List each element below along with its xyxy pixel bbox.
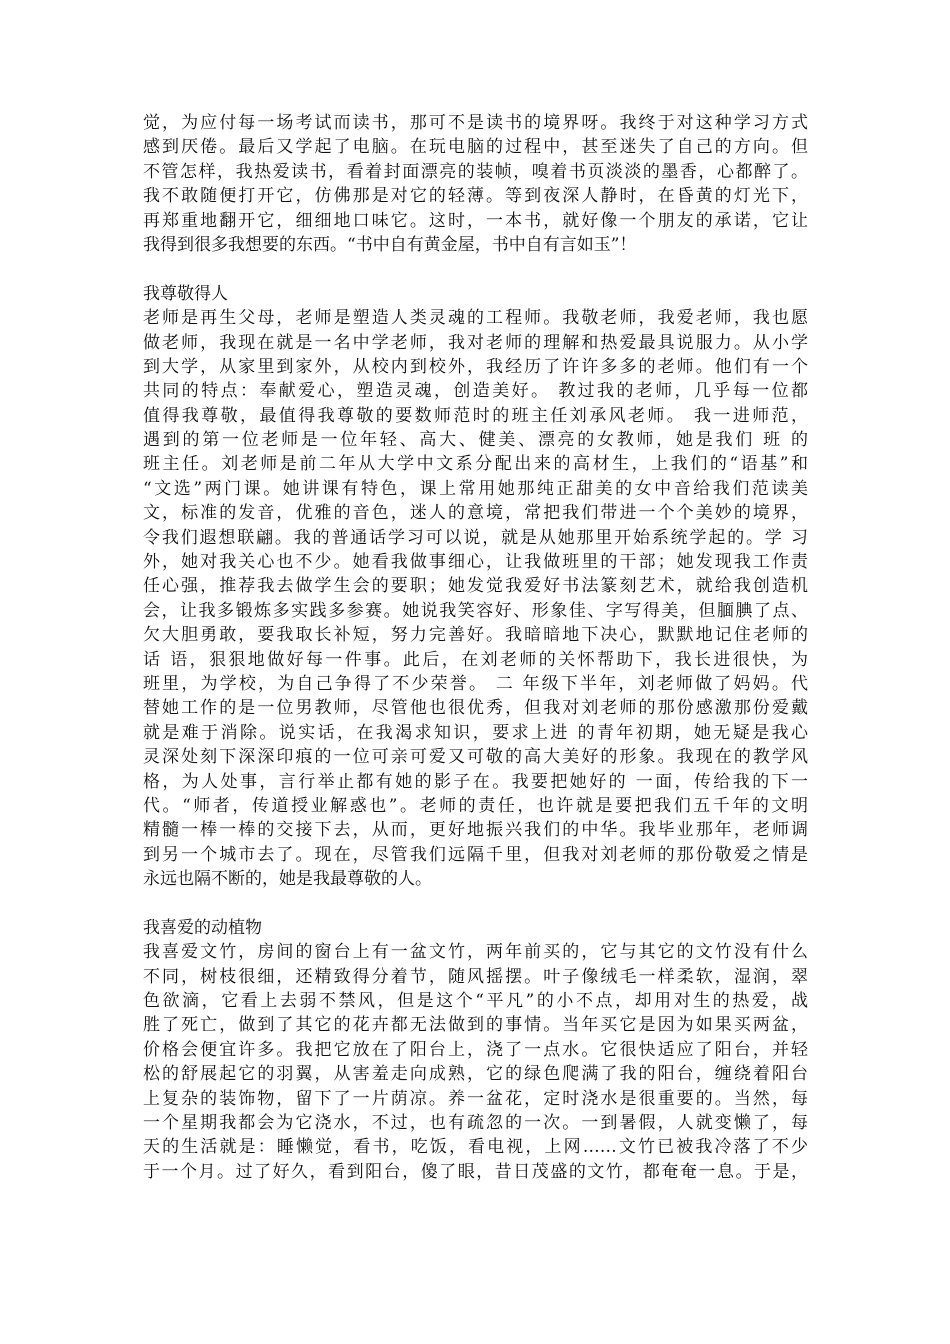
text-line: 代。“师者，传道授业解惑也”。老师的责任，也许就是要把我们五千年的文明 <box>143 795 808 816</box>
text-line: 班主任。刘老师是前二年从大学中文系分配出来的高材生，上我们的“语基”和 <box>143 454 808 475</box>
text-line: 欠大胆勇敢，要我取长补短，努力完善好。我暗暗地下决心，默默地记住老师的 <box>143 625 808 646</box>
text-line: 感到厌倦。最后又学起了电脑。在玩电脑的过程中，甚至迷失了自己的方向。但 <box>143 137 808 158</box>
text-line: 松的舒展起它的羽翼，从害羞走向成熟，它的绿色爬满了我的阳台，缠绕着阳台 <box>143 1064 808 1085</box>
text-line: 再郑重地翻开它，细细地口味它。这时，一本书，就好像一个朋友的承诺，它让 <box>143 210 808 231</box>
text-line: 到大学，从家里到家外，从校内到校外，我经历了许许多多的老师。他们有一个 <box>143 356 808 377</box>
blank-line <box>143 892 808 916</box>
text-line: 做老师，我现在就是一名中学老师，我对老师的理解和热爱最具说服力。从小学 <box>143 332 808 353</box>
text-line: 于一个月。过了好久，看到阳台，傻了眼，昔日茂盛的文竹，都奄奄一息。于是， <box>143 1161 808 1182</box>
text-line: 遇到的第一位老师是一位年轻、高大、健美、漂亮的女教师，她是我们 班 的 <box>143 430 808 451</box>
text-line: 不管怎样，我热爱读书，看着封面漂亮的装帧，嗅着书页淡淡的墨香，心都醉了。 <box>143 161 808 182</box>
text-line: 精髓一棒一棒的交接下去，从而，更好地振兴我们的中华。我毕业那年，老师调 <box>143 820 808 841</box>
text-line: 话 语，狠狠地做好每一件事。此后，在刘老师的关怀帮助下，我长进很快，为 <box>143 649 808 670</box>
text-line: 永远也隔不断的，她是我最尊敬的人。 <box>143 869 432 890</box>
text-line: 天的生活就是：睡懒觉，看书，吃饭，看电视，上网……文竹已被我冷落了不少 <box>143 1137 808 1158</box>
text-line: 老师是再生父母，老师是塑造人类灵魂的工程师。我敬老师，我爱老师，我也愿 <box>143 308 808 329</box>
text-line: 我得到很多我想要的东西。“书中自有黄金屋，书中自有言如玉”！ <box>143 234 637 255</box>
text-line: “文选”两门课。她讲课有特色，课上常用她那纯正甜美的女中音给我们范读美 <box>143 478 808 499</box>
section-favorite-plants-animals <box>143 916 808 1184</box>
text-line: 不同，树枝很细，还精致得分着节，随风摇摆。叶子像绒毛一样柔软，湿润，翠 <box>143 966 808 987</box>
text-line: 胜了死亡，做到了其它的花卉都无法做到的事情。当年买它是因为如果买两盆， <box>143 1015 808 1036</box>
text-line: 替她工作的是一位男教师，尽管他也很优秀，但我对刘老师的那份感激那份爱戴 <box>143 698 808 719</box>
text-line: 共同的特点：奉献爱心，塑造灵魂，创造美好。 教过我的老师，几乎每一位都 <box>143 381 808 402</box>
text-line: 外，她对我关心也不少。她看我做事细心，让我做班里的干部；她发现我工作责 <box>143 552 808 573</box>
text-line: 任心强，推荐我去做学生会的要职；她发觉我爱好书法篆刻艺术，就给我创造机 <box>143 576 808 597</box>
section-heading: 我尊敬得人 <box>143 283 228 304</box>
text-line: 文，标准的发音，优雅的音色，迷人的意境，常把我们带进一个个美妙的境界， <box>143 503 808 524</box>
text-line: 价格会便宜许多。我把它放在了阳台上，浇了一点水。它很快适应了阳台，并轻 <box>143 1039 808 1060</box>
text-line: 我喜爱文竹，房间的窗台上有一盆文竹，两年前买的，它与其它的文竹没有什么 <box>143 942 808 963</box>
text-line: 我不敢随便打开它，仿佛那是对它的轻薄。等到夜深人静时，在昏黄的灯光下， <box>143 186 808 207</box>
text-line: 班里，为学校，为自己争得了不少荣誉。 二 年级下半年，刘老师做了妈妈。代 <box>143 673 808 694</box>
text-line: 上复杂的装饰物，留下了一片荫凉。养一盆花，定时浇水是很重要的。当然，每 <box>143 1088 808 1109</box>
blank-line <box>143 257 808 281</box>
document-page <box>143 111 808 1184</box>
text-line: 觉，为应付每一场考试而读书，那可不是读书的境界呀。我终于对这种学习方式 <box>143 113 808 133</box>
paragraph-reading <box>143 111 808 257</box>
text-line: 一个星期我都会为它浇水，不过，也有疏忽的一次。一到暑假，人就变懒了，每 <box>143 1113 808 1134</box>
text-line: 会，让我多锻炼多实践多参赛。她说我笑容好、形象佳、字写得美，但腼腆了点、 <box>143 600 808 621</box>
text-line: 到另一个城市去了。现在，尽管我们远隔千里，但我对刘老师的那份敬爱之情是 <box>143 844 808 865</box>
text-line: 令我们遐想联翩。我的普通话学习可以说，就是从她那里开始系统学起的。学 习 <box>143 527 808 548</box>
section-heading: 我喜爱的动植物 <box>143 917 262 938</box>
text-line: 灵深处刻下深深印痕的一位可亲可爱又可敬的高大美好的形象。我现在的教学风 <box>143 747 808 768</box>
section-respected-person <box>143 282 808 892</box>
text-line: 就是难于消除。说实话，在我渴求知识，要求上进 的青年初期，她无疑是我心 <box>143 722 808 743</box>
text-line: 格，为人处事，言行举止都有她的影子在。我要把她好的 一面，传给我的下一 <box>143 771 808 792</box>
text-line: 色欲滴，它看上去弱不禁风，但是这个“平凡”的小不点，却用对生的热爱，战 <box>143 991 808 1012</box>
text-line: 值得我尊敬，最值得我尊敬的要数师范时的班主任刘承风老师。 我一进师范， <box>143 405 808 426</box>
